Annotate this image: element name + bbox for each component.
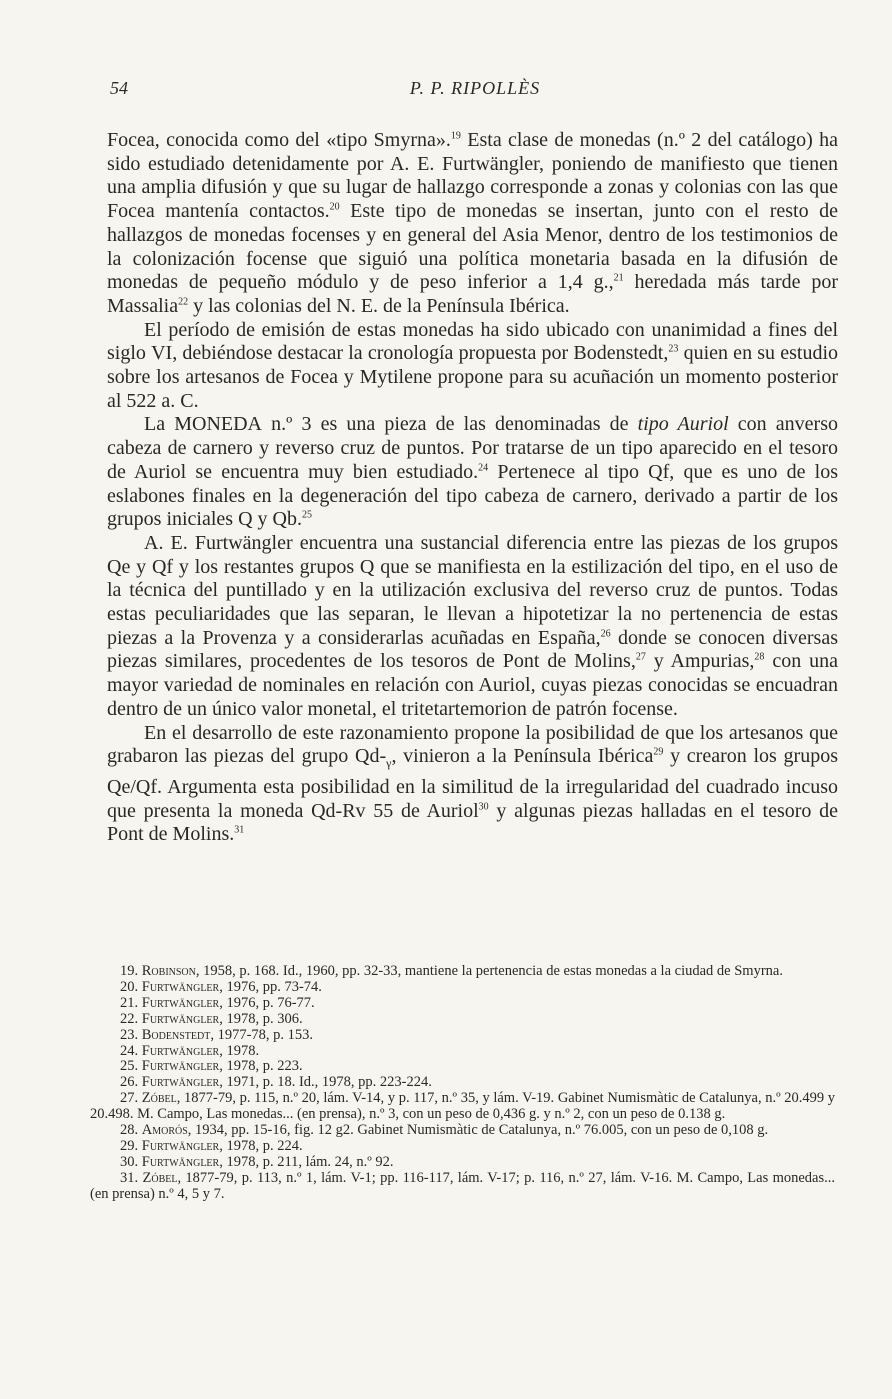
footnote-ref: 30	[478, 801, 489, 813]
paragraph-4	[107, 532, 838, 722]
footnote-text: , 1978.	[219, 1042, 260, 1059]
text-run: A. E. Furtwängler encuentra una sustancial diferencia entre las piezas de los grupos Qe y Qf y los restantes grupos Q que se manifiesta en la estilización del tipo, en el uso de la técnica del puntillado y en la utilización exclusiva del reverso cruz de puntos. Todas estas peculiaridades que las separan, le llevan a hipotetizar la no pertenencia de estas piezas a la Provenza y a considerarlas acuñadas en España,	[107, 531, 838, 649]
text-run: y crearon los grupos Qe/Qf. Argumenta esta posibilidad en la similitud de la irregularidad del cuadrado incuso que presenta la moneda Qd-Rv 55 de Auriol	[107, 745, 839, 822]
footnote-ref: 24	[478, 462, 489, 474]
footnote-22	[90, 1012, 835, 1028]
footnote-text: , 1976, p. 76-77.	[219, 994, 315, 1011]
text-run: Pertenece al tipo Qf, que es uno de los eslabones finales en la degeneración del tipo cabeza de carnero, derivado a partir de los grupos iniciales Q y Qb.	[107, 460, 838, 531]
footnote-author: Furtwängler	[141, 1074, 220, 1091]
footnote-number: 30.	[120, 1153, 139, 1170]
footnote-30	[90, 1155, 835, 1171]
footnote-text: , 1877-79, p. 113, n.º 1, lám. V-1; pp. 116-117, lám. V-17; p. 116, n.º 27, lám. V-16. M. Campo, Las monedas... (en prensa) n.º 4, 5 y 7.	[90, 1169, 836, 1202]
footnote-text: , 1977-78, p. 153.	[210, 1026, 314, 1043]
footnote-author: Robinson	[141, 963, 196, 979]
footnote-19	[90, 964, 835, 980]
text-run: Focea, conocida como del «tipo Smyrna».	[107, 129, 451, 151]
footnote-author: Bodenstedt	[141, 1026, 211, 1043]
text-run: y Ampurias,	[645, 650, 755, 673]
text-run: quien en su estudio sobre los artesanos de Focea y Mytilene propone para su acuñación un momento posterior al 522 a. C.	[107, 342, 838, 412]
footnote-number: 19.	[120, 963, 139, 979]
footnote-number: 23.	[120, 1026, 139, 1043]
footnote-author: Furtwängler	[141, 1058, 220, 1075]
text-run: heredada más tarde por Massalia	[107, 271, 838, 317]
footnote-number: 28.	[120, 1122, 139, 1139]
footnote-number: 22.	[120, 1010, 139, 1027]
footnote-ref: 21	[613, 272, 624, 284]
footnote-author: Furtwängler	[141, 1137, 220, 1154]
footnote-author: Furtwängler	[141, 1010, 220, 1027]
text-run: donde se conocen diversas piezas similares, procedentes de los tesoros de Pont de Molins,	[107, 626, 838, 673]
page-number: 54	[110, 78, 128, 98]
footnote-ref: 28	[754, 651, 765, 663]
footnote-author: Zóbel	[142, 1169, 178, 1186]
footnote-31	[90, 1171, 835, 1203]
footnote-author: Furtwängler	[141, 994, 220, 1011]
text-run: con anverso cabeza de carnero y reverso cruz de puntos. Por tratarse de un tipo aparecido en el tesoro de Auriol se encuentra muy bien estudiado.	[107, 413, 838, 483]
footnote-ref: 31	[234, 824, 245, 836]
footnote-ref: 20	[329, 201, 340, 213]
footnote-number: 24.	[120, 1042, 139, 1059]
text-run: VI	[151, 342, 173, 365]
footnote-27	[90, 1091, 835, 1123]
text-run: y las colonias del N. E. de la Península Ibérica.	[188, 294, 570, 317]
footnote-24	[90, 1044, 835, 1060]
footnote-text: , 1971, p. 18. Id., 1978, pp. 223-224.	[219, 1074, 432, 1091]
footnote-text: , 1934, pp. 15-16, fig. 12 g2. Gabinet Numismàtic de Catalunya, n.º 76.005, con un peso de 0,108 g.	[187, 1122, 769, 1139]
paragraph-5	[107, 722, 838, 848]
footnote-ref: 23	[668, 343, 679, 355]
footnote-ref: 25	[301, 509, 312, 521]
footnote-number: 27.	[120, 1090, 139, 1107]
text-run: n.º 3 es una pieza de las denominadas de	[262, 413, 638, 436]
text-run: tipo Auriol	[637, 413, 729, 436]
footnote-author: Zóbel	[141, 1090, 177, 1107]
footnote-number: 26.	[120, 1074, 139, 1091]
footnote-29	[90, 1139, 835, 1155]
running-head: P. P. RIPOLLÈS	[409, 78, 541, 98]
footnote-ref: 22	[178, 296, 189, 308]
text-run: En el desarrollo de este razonamiento propone la posibilidad de que los artesanos que grabaron las piezas del grupo Qd-	[107, 721, 838, 768]
footnote-text: , 1978, p. 224.	[219, 1137, 303, 1154]
footnote-author: Furtwängler	[141, 978, 220, 995]
footnote-author: Amorós	[141, 1122, 188, 1139]
footnote-author: Furtwängler	[141, 1153, 220, 1170]
footnote-28	[90, 1123, 835, 1139]
footnote-ref: 29	[653, 746, 664, 758]
footnote-number: 25.	[120, 1058, 139, 1075]
footnote-text: , 1978, p. 306.	[219, 1010, 303, 1027]
main-text	[107, 129, 838, 847]
footnote-number: 20.	[120, 978, 139, 995]
footnote-text: , 1978, p. 211, lám. 24, n.º 92.	[219, 1153, 394, 1170]
text-run: Esta clase de monedas (n.º 2 del catálogo) ha sido estudiado detenidamente por A. E. Furtwängler, poniendo de manifiesto que tienen una amplia difusión y que su lugar de hallazgo corresponde a zonas y colonias con las que Focea mantenía contactos.	[107, 129, 839, 223]
text-run: con una mayor variedad de nominales en relación con Auriol, cuyas piezas conocidas se encuadran dentro de un único valor monetal, el tritetartemorion de patrón focense.	[107, 650, 838, 720]
text-run: y algunas piezas halladas en el tesoro de Pont de Molins.	[107, 799, 839, 846]
footnote-author: Furtwängler	[141, 1042, 220, 1059]
footnote-ref: 19	[450, 130, 461, 142]
footnote-25	[90, 1059, 835, 1075]
footnote-text: , 1877-79, p. 115, n.º 20, lám. V-14, y p. 117, n.º 35, y lám. V-19. Gabinet Numismàtic de Catalunya, n.º 20.499 y 20.498. M. Campo, Las monedas... (en prensa), n.º 3, con un peso de 0,436 g. y n.º 2, con un peso de 0.138 g.	[90, 1090, 836, 1123]
footnote-ref: 27	[635, 651, 646, 663]
paragraph-1	[107, 129, 838, 319]
text-run: γ	[386, 756, 392, 771]
footnote-number: 31.	[120, 1169, 139, 1186]
footnote-21	[90, 996, 835, 1012]
footnote-23	[90, 1028, 835, 1044]
text-run: , debiéndose destacar la cronología propuesta por Bodenstedt,	[172, 342, 669, 365]
footnote-20	[90, 980, 835, 996]
text-run: Este tipo de monedas se insertan, junto con el resto de hallazgos de monedas focenses y en general del Asia Menor, dentro de los testimonios de la colonización focense que siguió una política monetaria basada en la difusión de monedas de pequeño módulo y de peso inferior a 1,4 g.,	[107, 200, 838, 294]
footnote-text: , 1976, pp. 73-74.	[219, 978, 322, 995]
text-run: MONEDA	[174, 413, 262, 436]
footnote-text: , 1978, p. 223.	[219, 1058, 303, 1075]
footnote-26	[90, 1075, 835, 1091]
paragraph-3	[107, 413, 838, 532]
text-run: La	[144, 413, 175, 436]
page-header	[110, 78, 840, 108]
footnote-text: , 1958, p. 168. Id., 1960, pp. 32-33, mantiene la pertenencia de estas monedas a la ciudad de Smyrna.	[195, 963, 783, 979]
text-run: El período de emisión de estas monedas ha sido ubicado con unanimidad a fines del siglo	[107, 318, 838, 365]
text-run: , vinieron a la Península Ibérica	[391, 745, 654, 768]
footnotes	[90, 964, 835, 1203]
footnote-ref: 26	[600, 628, 611, 640]
footnote-number: 21.	[120, 994, 139, 1011]
footnote-number: 29.	[120, 1137, 139, 1154]
paragraph-2	[107, 319, 838, 414]
